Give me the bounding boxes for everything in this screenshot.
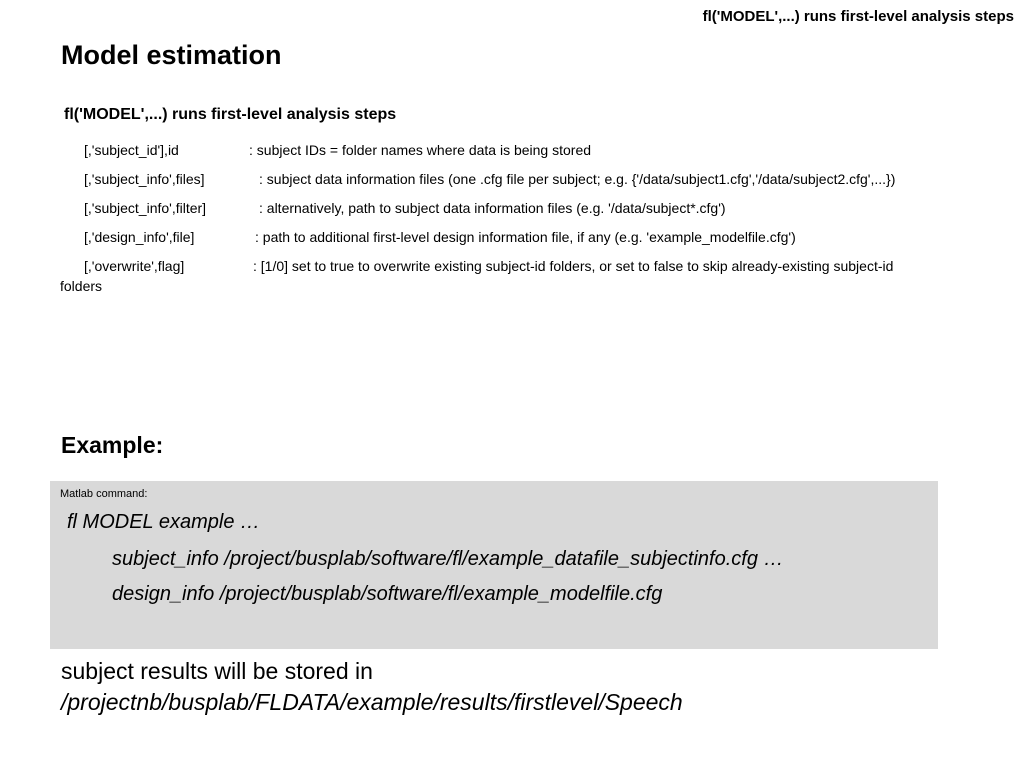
command-line: fl MODEL example …: [67, 511, 261, 533]
example-heading: Example:: [61, 432, 164, 458]
parameter-name: [,'subject_id'],id: [84, 142, 179, 158]
parameter-list: [60, 140, 1010, 305]
parameter-name: [,'subject_info',files]: [84, 171, 205, 187]
header-title: fl('MODEL',...) runs first-level analysis steps: [702, 8, 1014, 25]
page-title: Model estimation: [61, 40, 282, 70]
example-code-box: [50, 481, 938, 649]
result-note: [61, 656, 683, 718]
parameter-description-tail: folders: [60, 278, 103, 294]
parameter-item: [60, 256, 1010, 296]
parameter-description: : subject IDs = folder names where data is being stored: [249, 142, 592, 158]
parameter-description: : subject data information files (one .cfg file per subject; e.g. {'/data/subject1.cfg','/data/subject2.cfg',...}): [259, 171, 896, 187]
parameter-description: : path to additional first-level design information file, if any (e.g. 'example_modelfile.cfg'): [255, 229, 796, 245]
parameter-name: [,'overwrite',flag]: [84, 258, 185, 274]
result-path: /projectnb/busplab/FLDATA/example/results/firstlevel/Speech: [61, 689, 683, 715]
parameter-name: [,'subject_info',filter]: [84, 200, 207, 216]
command-line: design_info /project/busplab/software/fl/example_modelfile.cfg: [112, 583, 663, 605]
example-label: Matlab command:: [60, 488, 148, 500]
section-subtitle: fl('MODEL',...) runs first-level analysis steps: [64, 106, 397, 123]
result-text: subject results will be stored in: [61, 658, 373, 684]
parameter-description: : [1/0] set to true to overwrite existing subject-id folders, or set to false to skip already-existing subject-id: [253, 258, 894, 274]
parameter-item: [60, 169, 1010, 189]
parameter-item: [60, 198, 1010, 218]
command-line: subject_info /project/busplab/software/fl/example_datafile_subjectinfo.cfg …: [112, 548, 784, 570]
parameter-item: [60, 227, 1010, 247]
parameter-name: [,'design_info',file]: [84, 229, 195, 245]
parameter-description: : alternatively, path to subject data information files (e.g. '/data/subject*.cfg'): [259, 200, 726, 216]
parameter-item: [60, 140, 1010, 160]
